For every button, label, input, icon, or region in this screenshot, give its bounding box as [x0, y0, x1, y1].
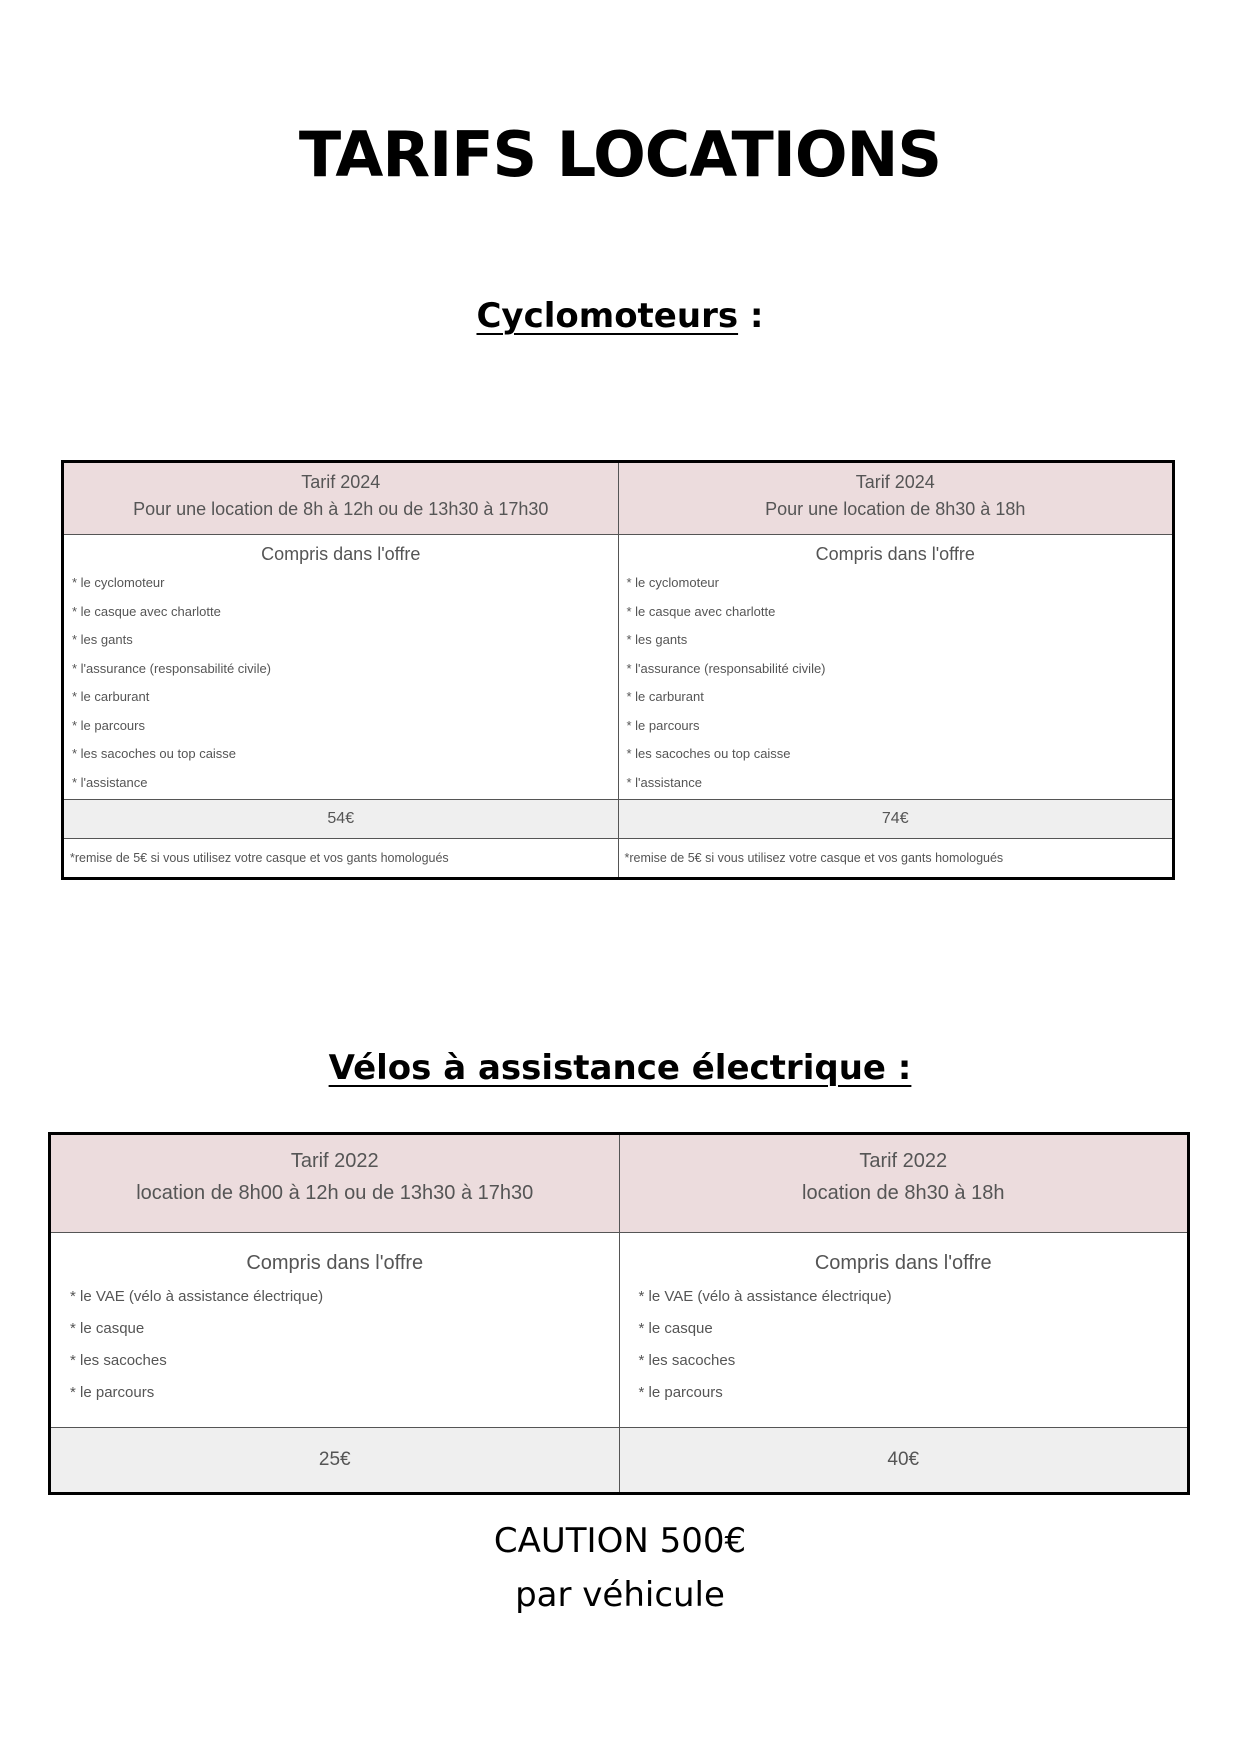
list-item: * le parcours	[626, 717, 700, 733]
list-item: * l'assistance	[626, 774, 702, 790]
cyclomoteurs-heading-text: Cyclomoteurs	[476, 296, 739, 336]
cyclo-price-1: 54€	[63, 800, 619, 839]
cyclomoteurs-pricing-table	[61, 460, 1175, 880]
list-item: * les gants	[72, 632, 133, 647]
list-item: * le casque	[70, 1320, 145, 1337]
vae-header-cell-2	[619, 1134, 1189, 1233]
cyclo-discount-note-2: *remise de 5€ si vous utilisez votre casque et vos gants homologués	[618, 839, 1174, 879]
list-item: * le casque	[638, 1320, 713, 1337]
tarif-year: Tarif 2022	[290, 1150, 379, 1172]
included-title: Compris dans l'offre	[261, 544, 421, 564]
vae-pricing-table	[48, 1132, 1190, 1495]
included-title: Compris dans l'offre	[814, 1252, 992, 1274]
list-item: * l'assurance (responsabilité civile)	[72, 660, 272, 676]
list-item: * le cyclomoteur	[626, 575, 719, 590]
tarif-year: Tarif 2022	[859, 1150, 948, 1172]
list-item: * le VAE (vélo à assistance électrique)	[638, 1288, 892, 1305]
tarif-year: Tarif 2024	[301, 472, 381, 492]
vae-heading-text: Vélos à assistance électrique :	[328, 1048, 912, 1088]
cyclo-header-cell-1	[63, 462, 619, 535]
rental-period: location de 8h00 à 12h ou de 13h30 à 17h30	[136, 1182, 534, 1204]
list-item: * le casque avec charlotte	[626, 603, 776, 619]
included-list	[52, 1281, 618, 1409]
list-item: * les gants	[626, 632, 688, 647]
list-item: * les sacoches	[638, 1352, 736, 1369]
list-item: * le VAE (vélo à assistance électrique)	[70, 1288, 324, 1305]
included-list	[65, 569, 617, 797]
list-item: * le carburant	[72, 689, 150, 704]
list-item: * le parcours	[72, 717, 145, 733]
cyclo-price-2: 74€	[618, 800, 1174, 839]
vae-price-2: 40€	[619, 1428, 1189, 1494]
list-item: * le casque avec charlotte	[72, 603, 221, 619]
cyclo-included-cell-2	[618, 535, 1174, 800]
list-item: * le cyclomoteur	[72, 575, 165, 590]
rental-period: location de 8h30 à 18h	[802, 1182, 1005, 1204]
list-item: * les sacoches	[70, 1352, 167, 1369]
cyclo-discount-note-1: *remise de 5€ si vous utilisez votre casque et vos gants homologués	[63, 839, 619, 879]
vae-heading	[0, 1048, 1240, 1088]
list-item: * les sacoches ou top caisse	[72, 746, 237, 761]
cyclo-included-cell-1	[63, 535, 619, 800]
cyclomoteurs-heading-suffix: :	[738, 296, 764, 336]
list-item: * le parcours	[638, 1384, 723, 1401]
included-list	[620, 569, 1172, 797]
caution-per-vehicle: par véhicule	[515, 1575, 725, 1615]
list-item: * les sacoches ou top caisse	[626, 746, 791, 761]
vae-included-cell-1	[50, 1233, 620, 1428]
included-title: Compris dans l'offre	[246, 1252, 424, 1274]
rental-period: Pour une location de 8h à 12h ou de 13h30 à 17h30	[133, 499, 549, 519]
list-item: * le parcours	[70, 1384, 155, 1401]
cyclomoteurs-heading	[0, 296, 1240, 336]
list-item: * l'assistance	[72, 774, 148, 790]
page-title: TARIFS LOCATIONS	[298, 118, 942, 191]
vae-price-1: 25€	[50, 1428, 620, 1494]
included-list	[621, 1281, 1187, 1409]
vae-header-cell-1	[50, 1134, 620, 1233]
tarif-year: Tarif 2024	[855, 472, 935, 492]
vae-included-cell-2	[619, 1233, 1189, 1428]
cyclo-header-cell-2	[618, 462, 1174, 535]
included-title: Compris dans l'offre	[815, 544, 975, 564]
list-item: * le carburant	[626, 689, 704, 704]
rental-period: Pour une location de 8h30 à 18h	[765, 499, 1026, 519]
caution-amount: CAUTION 500€	[493, 1521, 747, 1561]
list-item: * l'assurance (responsabilité civile)	[626, 660, 826, 676]
